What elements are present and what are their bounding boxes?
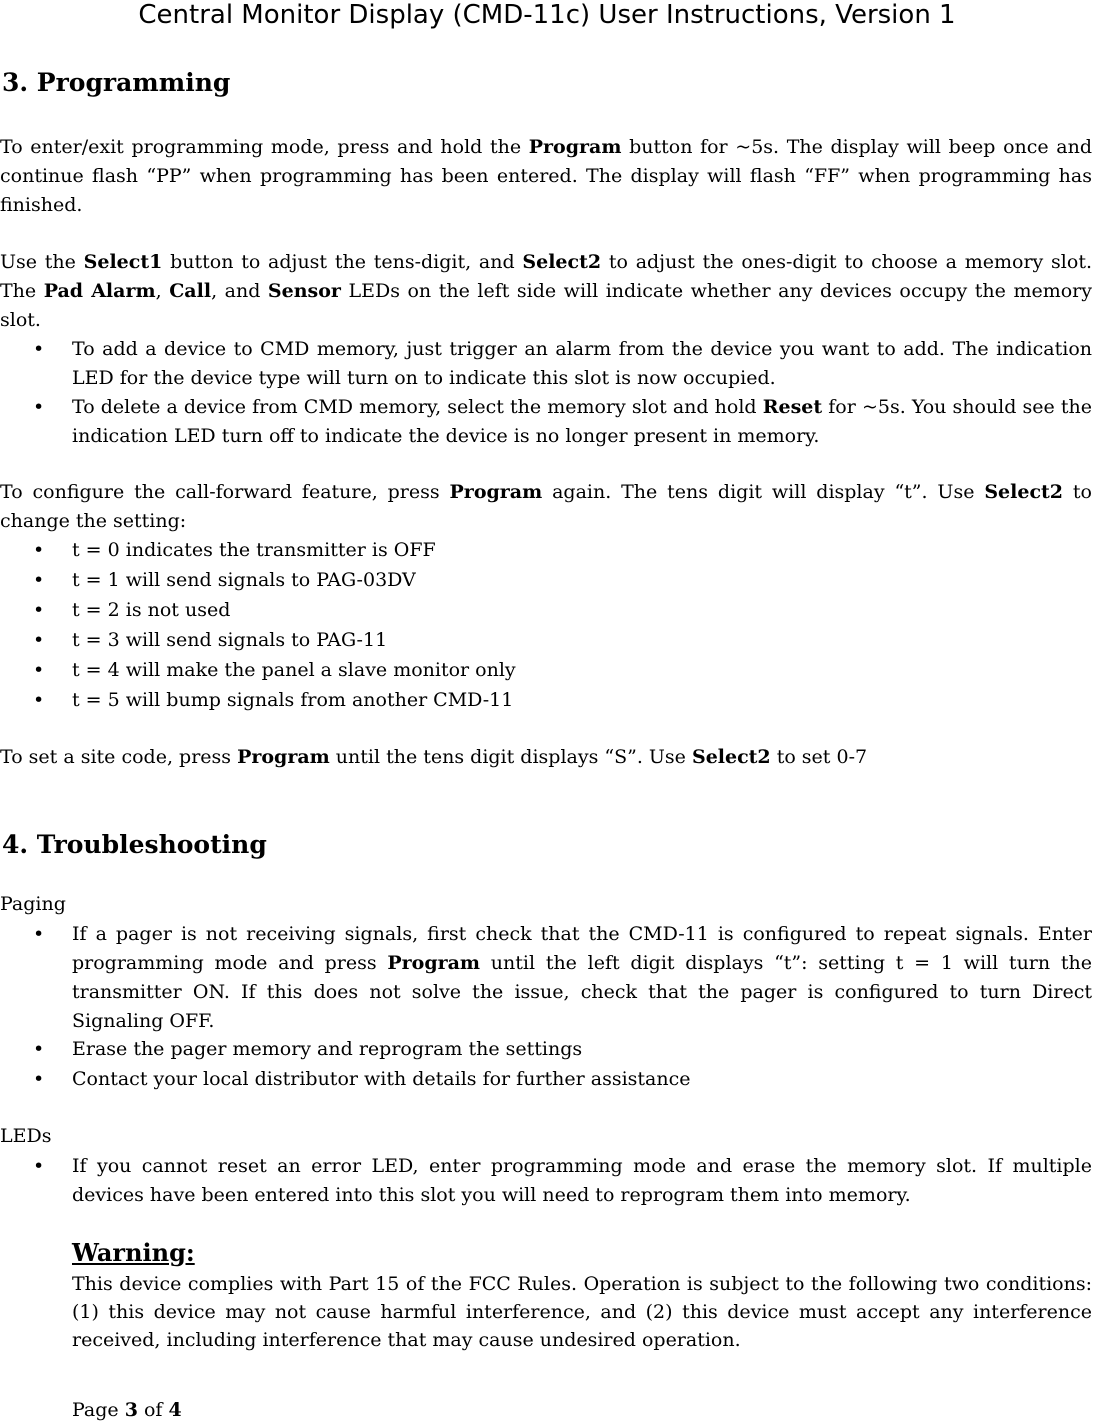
warning-title: Warning: [72, 1238, 195, 1267]
bullet-icon: • [33, 599, 45, 621]
leds-label: LEDs [0, 1125, 52, 1147]
bullet-icon: • [33, 396, 45, 418]
list-item-setting: t = 0 indicates the transmitter is OFF [72, 539, 436, 561]
list-item-reset-error-led: If you cannot reset an error LED, enter programming mode and erase the memory slot. If multiple devices have been entered into this slot you will need to reprogram them into memory. [72, 1155, 1092, 1206]
bullet-icon: • [33, 689, 45, 711]
programming-intro-paragraph: To enter/exit programming mode, press and hold the Program button for ~5s. The display will beep once and continue flash “PP” when programming has been entered. The display will flash “FF” when programming has finished. [0, 136, 1092, 216]
bullet-icon: • [33, 923, 45, 945]
bullet-icon: • [33, 1038, 45, 1060]
list-item-setting: t = 3 will send signals to PAG-11 [72, 629, 388, 651]
list-item-setting: t = 1 will send signals to PAG-03DV [72, 569, 416, 591]
bullet-icon: • [33, 569, 45, 591]
page-number: Page 3 of 4 [72, 1399, 182, 1421]
list-item-setting: t = 5 will bump signals from another CMD-11 [72, 689, 514, 711]
bullet-icon: • [33, 1155, 45, 1177]
list-item-setting: t = 2 is not used [72, 599, 231, 621]
list-item-paging-check: If a pager is not receiving signals, first check that the CMD-11 is configured to repeat signals. Enter programming mode and press Program until the left digit displays “t”: setting t = 1 will turn the transmitter ON. If this does not solve the issue, check that the pager is configured to turn Direct Signaling OFF. [72, 923, 1092, 1032]
bullet-icon: • [33, 659, 45, 681]
list-item-contact-distributor: Contact your local distributor with details for further assistance [72, 1068, 691, 1090]
section-4-heading: 4. Troubleshooting [2, 830, 267, 859]
bullet-icon: • [33, 1068, 45, 1090]
bullet-icon: • [33, 539, 45, 561]
call-forward-paragraph: To configure the call-forward feature, press Program again. The tens digit will display “t”. Use Select2 to change the setting: [0, 481, 1092, 532]
section-3-heading: 3. Programming [2, 68, 231, 97]
list-item-erase-pager: Erase the pager memory and reprogram the settings [72, 1038, 583, 1060]
bullet-icon: • [33, 338, 45, 360]
list-item-add-device: To add a device to CMD memory, just trigger an alarm from the device you want to add. The indication LED for the device type will turn on to indicate this slot is now occupied. [72, 338, 1092, 389]
site-code-paragraph: To set a site code, press Program until the tens digit displays “S”. Use Select2 to set 0-7 [0, 746, 868, 768]
document-header: Central Monitor Display (CMD-11c) User Instructions, Version 1 [138, 0, 956, 30]
list-item-setting: t = 4 will make the panel a slave monitor only [72, 659, 516, 681]
paging-label: Paging [0, 893, 66, 915]
list-item-delete-device: To delete a device from CMD memory, select the memory slot and hold Reset for ~5s. You should see the indication LED turn off to indicate the device is no longer present in memory. [72, 396, 1092, 447]
warning-body: This device complies with Part 15 of the FCC Rules. Operation is subject to the following two conditions: (1) this device may not cause harmful interference, and (2) this device must accept any interference received, including interference that may cause undesired operation. [72, 1273, 1092, 1351]
bullet-icon: • [33, 629, 45, 651]
memory-slot-paragraph: Use the Select1 button to adjust the tens-digit, and Select2 to adjust the ones-digit to choose a memory slot. The Pad Alarm, Call, and Sensor LEDs on the left side will indicate whether any devices occupy the memory slot. [0, 251, 1092, 331]
